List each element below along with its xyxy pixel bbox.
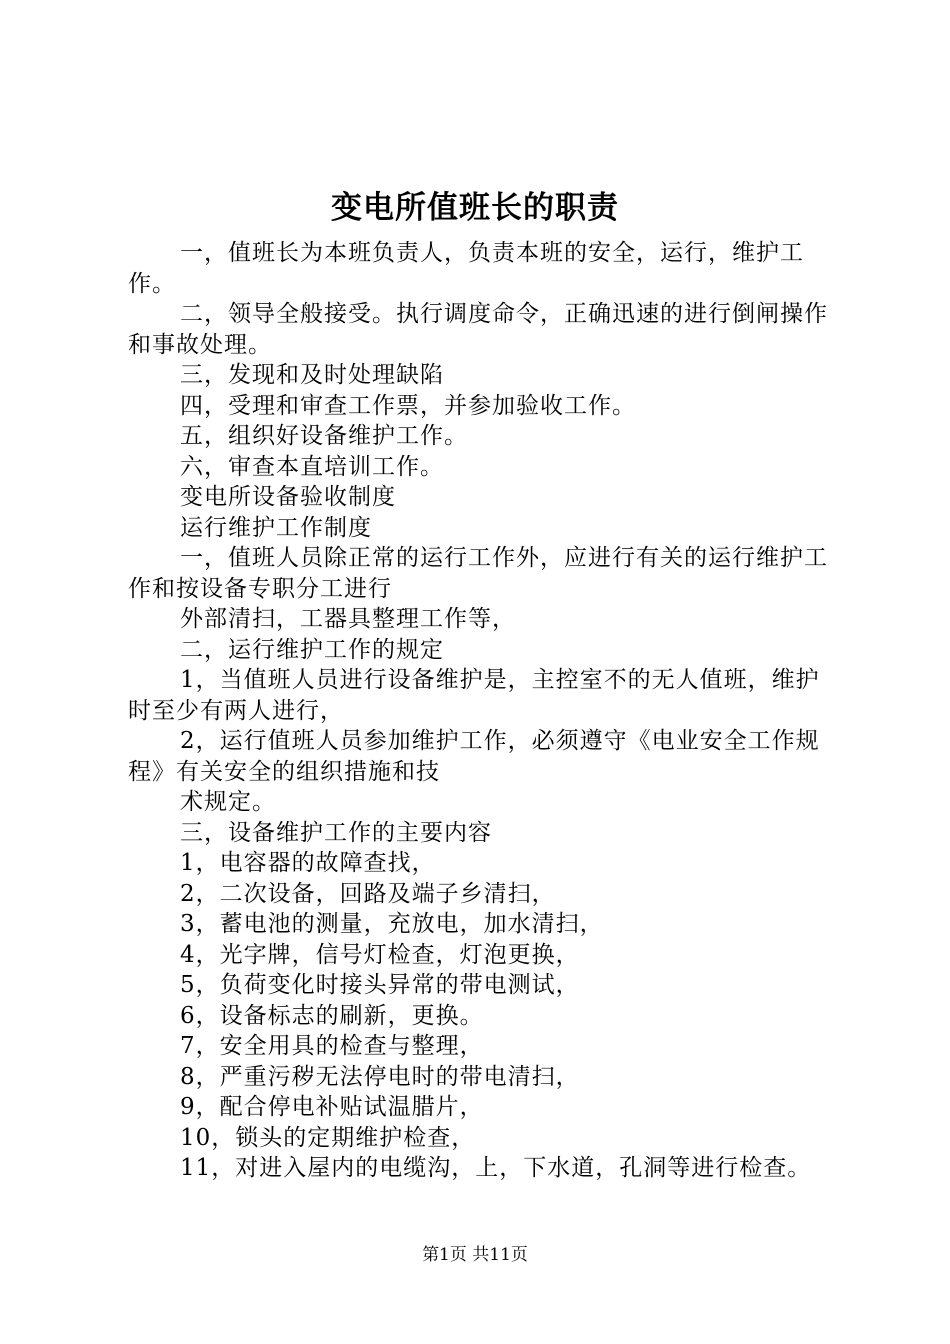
list-item: 6，设备标志的刷新，更换。 [180,1002,484,1029]
paragraph: 1，当值班人员进行设备维护是，主控室不的无人值班，维护时至少有两人进行， [128,667,820,724]
list-item: 3，蓄电池的测量，充放电，加水清扫， [180,911,604,937]
paragraph: 五，组织好设备维护工作。 [180,423,468,449]
paragraph: 一，值班人员除正常的运行工作外，应进行有关的运行维护工作和按设备专职分工进行 [128,545,828,602]
list-item: 8，严重污秽无法停电时的带电清扫， [180,1063,580,1090]
paragraph: 二，领导全般接受。执行调度命令，正确迅速的进行倒闸操作和事故处理。 [128,301,828,358]
paragraph: 一，值班长为本班负责人，负责本班的安全，运行，维护工作。 [128,240,804,297]
list-item: 7，安全用具的检查与整理， [180,1033,484,1059]
list-item: 4，光字牌，信号灯检查，灯泡更换， [180,941,580,968]
paragraph: 外部清扫，工器具整理工作等， [180,606,516,632]
paragraph: 三，设备维护工作的主要内容 [180,819,492,846]
list-item: 9，配合停电补贴试温腊片， [180,1094,484,1120]
list-item: 2，二次设备，回路及端子乡清扫， [180,880,556,907]
list-item: 11，对进入屋内的电缆沟，上，下水道，孔洞等进行检查。 [180,1155,812,1181]
section-heading: 运行维护工作制度 [180,514,372,541]
document-body [128,238,840,1184]
list-item: 10，锁头的定期维护检查， [180,1124,476,1151]
page-footer [0,1243,950,1267]
page-total: 共11页 [472,1245,528,1265]
paragraph: 三，发现和及时处理缺陷 [180,362,444,388]
paragraph: 二，运行维护工作的规定 [180,636,444,663]
paragraph: 术规定。 [180,789,276,815]
section-heading: 变电所设备验收制度 [180,484,396,510]
list-item: 1，电容器的故障查找， [180,850,436,876]
paragraph: 六，审查本直培训工作。 [180,453,444,480]
list-item: 5，负荷变化时接头异常的带电测试， [180,972,580,998]
paragraph: 四，受理和审查工作票，并参加验收工作。 [180,392,636,419]
paragraph: 2，运行值班人员参加维护工作，必须遵守《电业安全工作规程》有关安全的组织措施和技 [128,728,820,785]
document-title: 变电所值班长的职责 [331,190,619,226]
page-number: 第1页 [422,1245,467,1265]
